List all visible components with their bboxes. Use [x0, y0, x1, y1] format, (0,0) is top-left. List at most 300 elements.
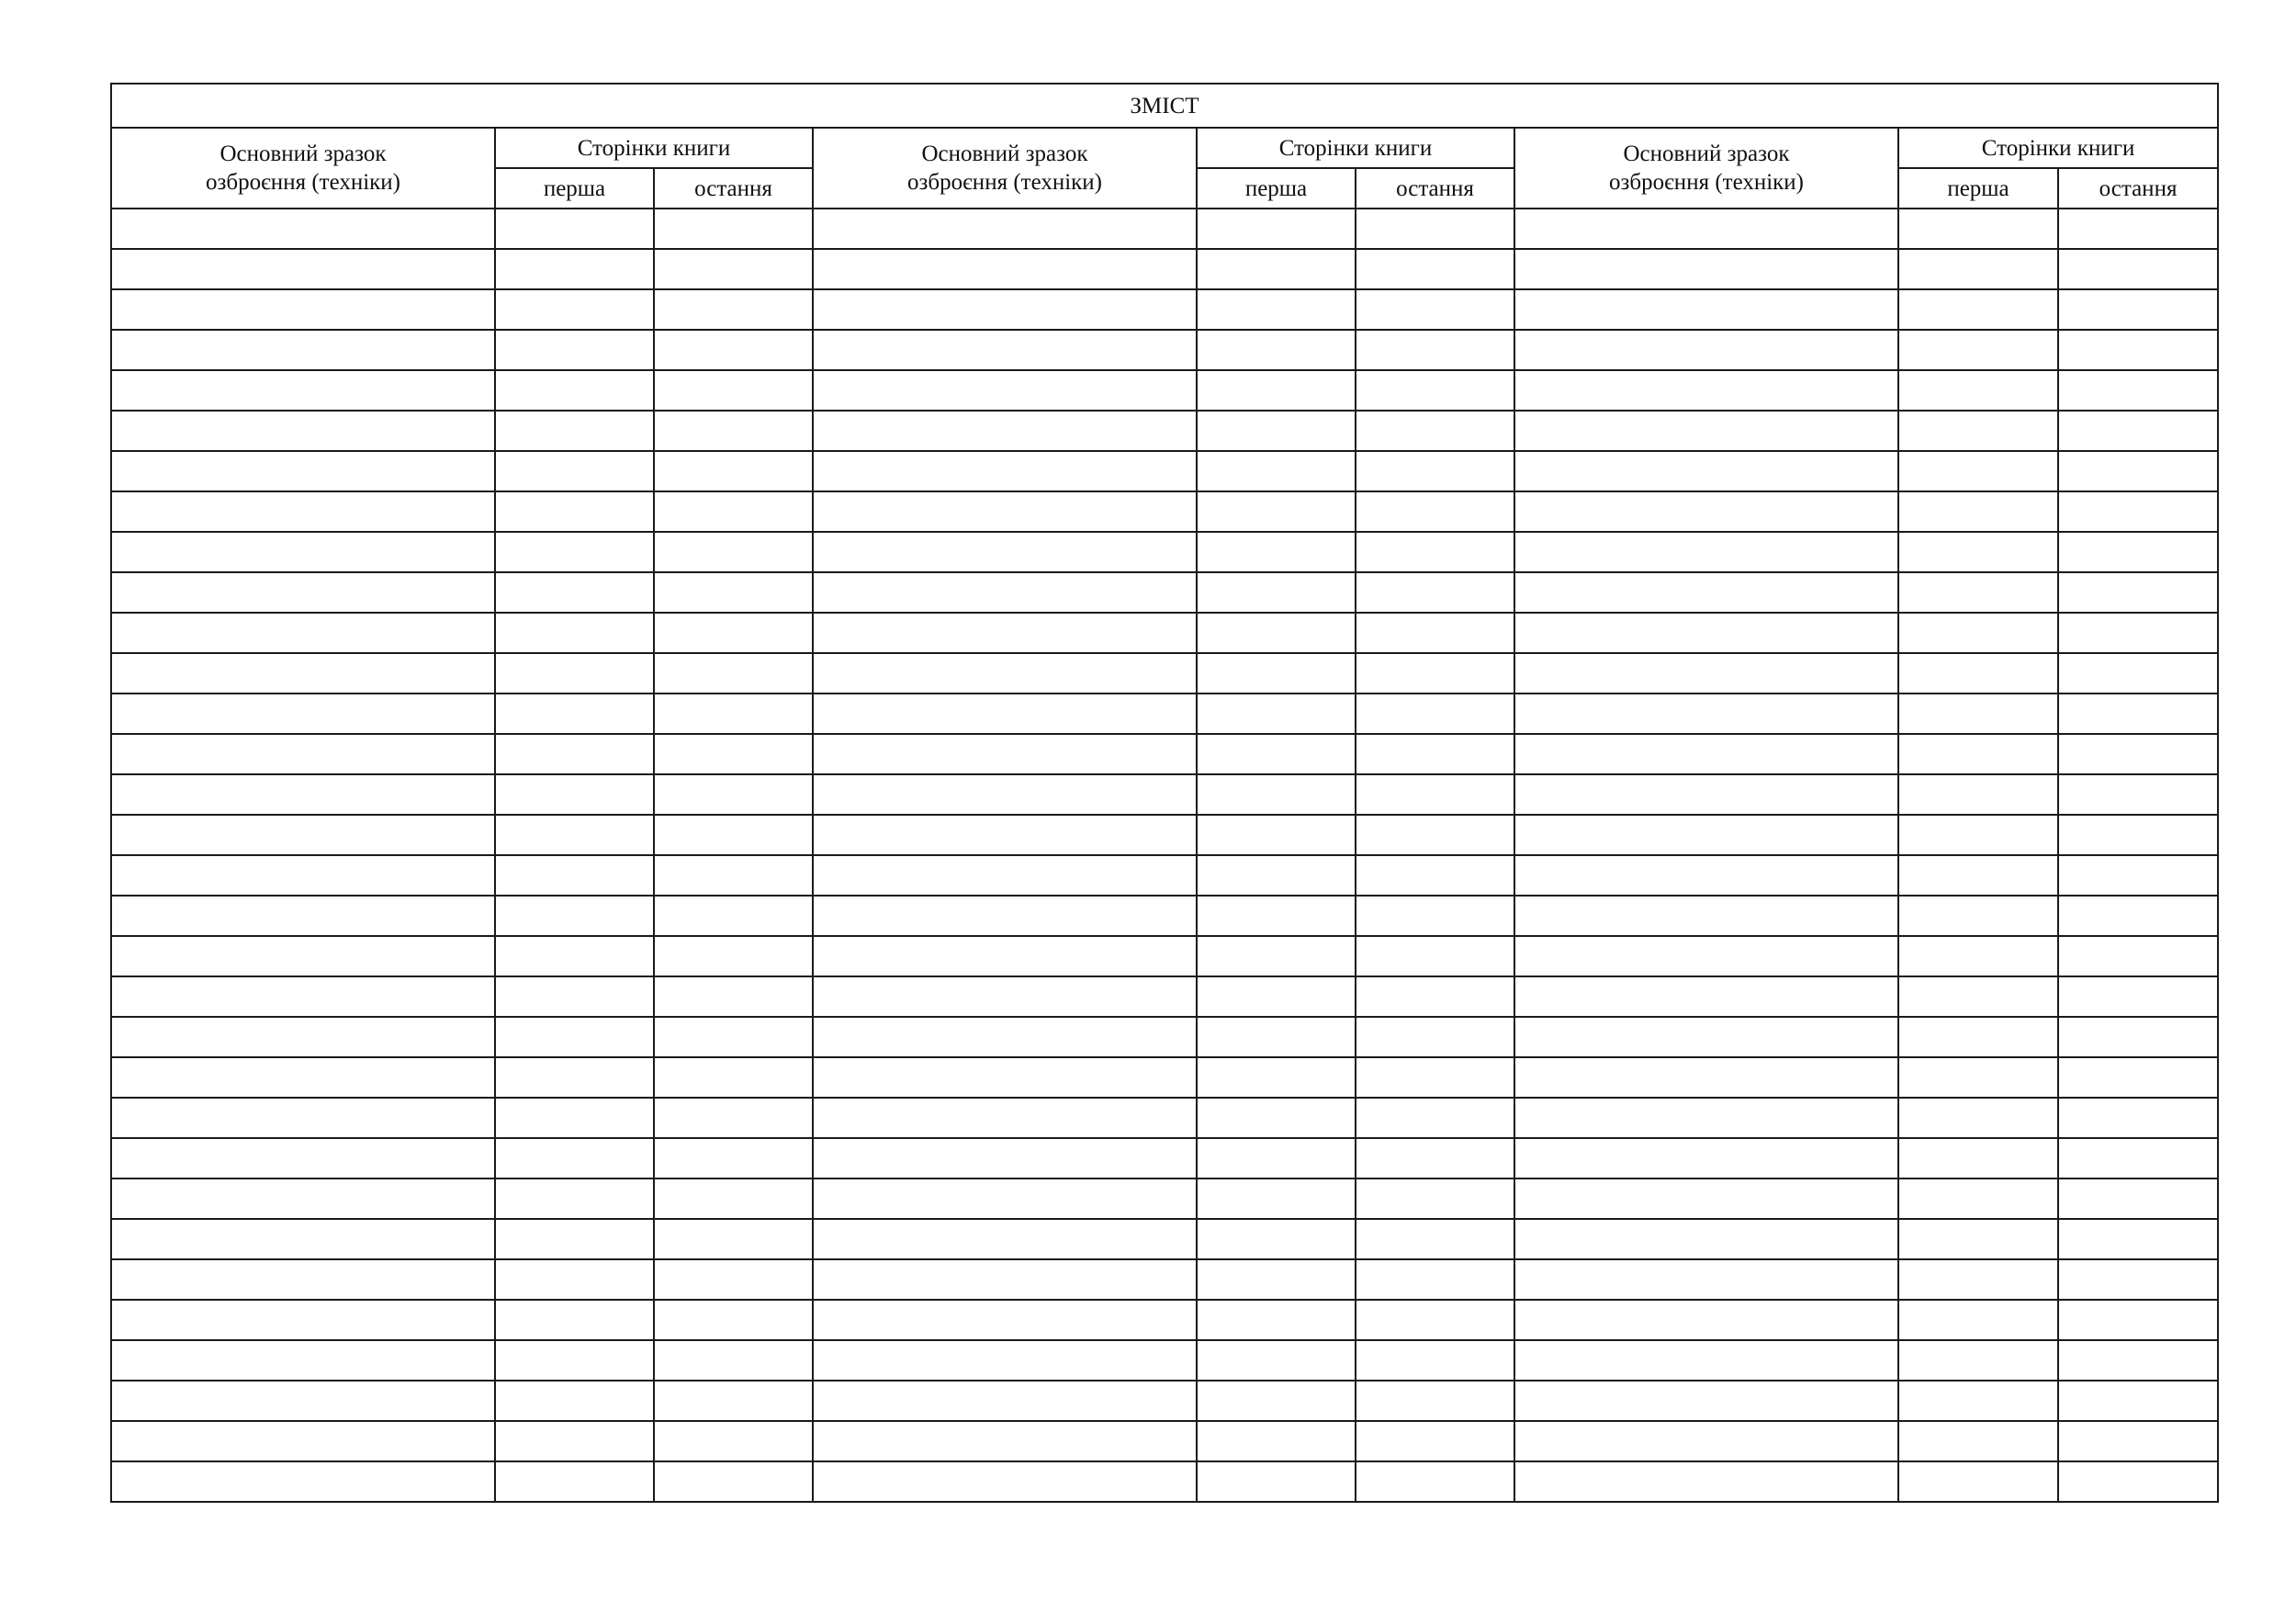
- first-page-cell-1: [495, 330, 654, 370]
- first-page-cell-1: [495, 1259, 654, 1300]
- table-row: [111, 532, 2218, 572]
- last-page-cell-2: [1356, 1179, 1514, 1219]
- item-cell-3: [1514, 1017, 1898, 1057]
- item-cell-1: [111, 653, 495, 694]
- item-cell-3: [1514, 1340, 1898, 1381]
- table-row: [111, 1057, 2218, 1098]
- last-page-cell-2: [1356, 1340, 1514, 1381]
- last-page-cell-2: [1356, 896, 1514, 936]
- first-page-cell-1: [495, 855, 654, 896]
- last-page-cell-2: [1356, 815, 1514, 855]
- first-page-cell-2: [1197, 572, 1356, 613]
- first-page-cell-1: [495, 451, 654, 491]
- item-cell-3: [1514, 734, 1898, 774]
- last-page-cell-3: [2058, 936, 2218, 976]
- first-page-cell-2: [1197, 451, 1356, 491]
- table-row: [111, 1461, 2218, 1502]
- last-page-cell-3: [2058, 572, 2218, 613]
- table-row: [111, 1017, 2218, 1057]
- table-row: [111, 1421, 2218, 1461]
- last-page-cell-3: [2058, 1098, 2218, 1138]
- table-row: [111, 289, 2218, 330]
- item-cell-1: [111, 1057, 495, 1098]
- last-page-cell-1: [654, 936, 813, 976]
- first-page-cell-2: [1197, 1057, 1356, 1098]
- last-page-cell-1: [654, 532, 813, 572]
- item-cell-3: [1514, 1057, 1898, 1098]
- item-cell-3: [1514, 491, 1898, 532]
- table-row: [111, 694, 2218, 734]
- first-page-cell-1: [495, 491, 654, 532]
- item-cell-3: [1514, 249, 1898, 289]
- first-page-cell-1: [495, 532, 654, 572]
- last-page-cell-1: [654, 855, 813, 896]
- table-row: [111, 1259, 2218, 1300]
- last-page-cell-3: [2058, 1179, 2218, 1219]
- last-page-cell-2: [1356, 370, 1514, 411]
- first-page-cell-2: [1197, 936, 1356, 976]
- last-page-cell-2: [1356, 1138, 1514, 1179]
- last-page-cell-3: [2058, 1300, 2218, 1340]
- item-cell-1: [111, 1179, 495, 1219]
- last-page-cell-2: [1356, 1381, 1514, 1421]
- item-cell-2: [813, 1421, 1197, 1461]
- last-page-cell-2: [1356, 653, 1514, 694]
- item-header-line2: озброєння (техніки): [205, 170, 401, 195]
- last-page-cell-3: [2058, 532, 2218, 572]
- item-cell-1: [111, 855, 495, 896]
- table-row: [111, 774, 2218, 815]
- table-row: [111, 1381, 2218, 1421]
- last-page-cell-2: [1356, 694, 1514, 734]
- last-page-cell-1: [654, 734, 813, 774]
- first-page-cell-2: [1197, 653, 1356, 694]
- item-cell-2: [813, 1098, 1197, 1138]
- last-page-cell-2: [1356, 289, 1514, 330]
- last-page-cell-2: [1356, 1057, 1514, 1098]
- first-page-cell-3: [1898, 1057, 2058, 1098]
- first-page-cell-1: [495, 1381, 654, 1421]
- last-page-cell-2: [1356, 1461, 1514, 1502]
- table-row: [111, 209, 2218, 249]
- first-page-cell-2: [1197, 613, 1356, 653]
- last-page-cell-2: [1356, 855, 1514, 896]
- first-page-cell-2: [1197, 896, 1356, 936]
- last-page-cell-3: [2058, 613, 2218, 653]
- last-page-cell-1: [654, 653, 813, 694]
- item-cell-3: [1514, 1138, 1898, 1179]
- first-page-header-3: перша: [1898, 168, 2058, 209]
- last-page-cell-2: [1356, 491, 1514, 532]
- first-page-cell-3: [1898, 694, 2058, 734]
- item-cell-2: [813, 249, 1197, 289]
- item-cell-1: [111, 1017, 495, 1057]
- table-row: [111, 1300, 2218, 1340]
- last-page-cell-1: [654, 1259, 813, 1300]
- pages-header-3: Сторінки книги: [1898, 128, 2218, 168]
- first-page-cell-3: [1898, 774, 2058, 815]
- first-page-cell-2: [1197, 1017, 1356, 1057]
- table-row: [111, 1340, 2218, 1381]
- last-page-cell-1: [654, 896, 813, 936]
- first-page-cell-3: [1898, 249, 2058, 289]
- first-page-cell-1: [495, 572, 654, 613]
- item-cell-2: [813, 1340, 1197, 1381]
- first-page-cell-3: [1898, 1219, 2058, 1259]
- first-page-cell-2: [1197, 532, 1356, 572]
- table-row: [111, 451, 2218, 491]
- last-page-cell-3: [2058, 451, 2218, 491]
- last-page-cell-3: [2058, 855, 2218, 896]
- item-cell-3: [1514, 653, 1898, 694]
- item-header-2: [813, 128, 1197, 209]
- item-cell-1: [111, 209, 495, 249]
- table-row: [111, 1219, 2218, 1259]
- last-page-cell-3: [2058, 1340, 2218, 1381]
- last-page-cell-1: [654, 1219, 813, 1259]
- first-page-cell-1: [495, 1300, 654, 1340]
- first-page-cell-3: [1898, 976, 2058, 1017]
- item-cell-3: [1514, 976, 1898, 1017]
- first-page-cell-3: [1898, 1421, 2058, 1461]
- table-row: [111, 1179, 2218, 1219]
- item-cell-2: [813, 451, 1197, 491]
- item-cell-3: [1514, 330, 1898, 370]
- item-cell-3: [1514, 1179, 1898, 1219]
- last-page-cell-1: [654, 411, 813, 451]
- item-cell-2: [813, 289, 1197, 330]
- first-page-cell-2: [1197, 815, 1356, 855]
- item-cell-2: [813, 774, 1197, 815]
- first-page-cell-2: [1197, 209, 1356, 249]
- item-cell-1: [111, 774, 495, 815]
- first-page-cell-1: [495, 289, 654, 330]
- first-page-cell-3: [1898, 289, 2058, 330]
- last-page-cell-1: [654, 1057, 813, 1098]
- item-cell-1: [111, 1381, 495, 1421]
- last-page-cell-3: [2058, 491, 2218, 532]
- last-page-cell-2: [1356, 572, 1514, 613]
- item-header-1: [111, 128, 495, 209]
- item-cell-2: [813, 1381, 1197, 1421]
- item-header-line2: озброєння (техніки): [1608, 170, 1805, 195]
- last-page-cell-2: [1356, 1219, 1514, 1259]
- first-page-cell-1: [495, 1219, 654, 1259]
- first-page-cell-2: [1197, 734, 1356, 774]
- first-page-header-1: перша: [495, 168, 654, 209]
- item-cell-2: [813, 653, 1197, 694]
- first-page-cell-1: [495, 411, 654, 451]
- item-cell-2: [813, 411, 1197, 451]
- last-page-cell-1: [654, 1179, 813, 1219]
- first-page-cell-3: [1898, 330, 2058, 370]
- first-page-cell-2: [1197, 694, 1356, 734]
- item-cell-2: [813, 896, 1197, 936]
- table-row: [111, 572, 2218, 613]
- item-cell-1: [111, 815, 495, 855]
- item-cell-2: [813, 1138, 1197, 1179]
- first-page-cell-3: [1898, 1340, 2058, 1381]
- first-page-cell-3: [1898, 734, 2058, 774]
- first-page-cell-3: [1898, 815, 2058, 855]
- item-cell-2: [813, 1300, 1197, 1340]
- last-page-cell-3: [2058, 209, 2218, 249]
- first-page-cell-1: [495, 249, 654, 289]
- item-cell-2: [813, 613, 1197, 653]
- item-cell-2: [813, 491, 1197, 532]
- first-page-cell-2: [1197, 411, 1356, 451]
- pages-header-2: Сторінки книги: [1197, 128, 1514, 168]
- item-cell-3: [1514, 1219, 1898, 1259]
- last-page-cell-2: [1356, 976, 1514, 1017]
- first-page-cell-1: [495, 1461, 654, 1502]
- first-page-cell-1: [495, 209, 654, 249]
- item-cell-3: [1514, 1381, 1898, 1421]
- last-page-cell-3: [2058, 976, 2218, 1017]
- last-page-cell-2: [1356, 1098, 1514, 1138]
- last-page-cell-2: [1356, 209, 1514, 249]
- first-page-cell-2: [1197, 1098, 1356, 1138]
- last-page-cell-1: [654, 209, 813, 249]
- first-page-cell-3: [1898, 370, 2058, 411]
- table-row: [111, 249, 2218, 289]
- first-page-cell-2: [1197, 774, 1356, 815]
- table-row: [111, 896, 2218, 936]
- last-page-cell-2: [1356, 1300, 1514, 1340]
- first-page-cell-1: [495, 774, 654, 815]
- item-cell-2: [813, 694, 1197, 734]
- first-page-cell-2: [1197, 1421, 1356, 1461]
- last-page-cell-1: [654, 330, 813, 370]
- table-row: [111, 613, 2218, 653]
- item-cell-2: [813, 1259, 1197, 1300]
- item-cell-2: [813, 1219, 1197, 1259]
- item-cell-2: [813, 1057, 1197, 1098]
- item-header-line1: Основний зразок: [219, 141, 387, 166]
- item-cell-1: [111, 532, 495, 572]
- first-page-cell-2: [1197, 330, 1356, 370]
- item-cell-1: [111, 1421, 495, 1461]
- first-page-cell-2: [1197, 855, 1356, 896]
- item-cell-1: [111, 249, 495, 289]
- last-page-header-3: остання: [2058, 168, 2218, 209]
- table-body: [111, 209, 2218, 1502]
- last-page-cell-1: [654, 572, 813, 613]
- item-cell-1: [111, 734, 495, 774]
- last-page-cell-2: [1356, 1421, 1514, 1461]
- item-cell-2: [813, 1017, 1197, 1057]
- last-page-cell-1: [654, 774, 813, 815]
- table-row: [111, 653, 2218, 694]
- table-row: [111, 411, 2218, 451]
- first-page-cell-1: [495, 370, 654, 411]
- item-cell-3: [1514, 774, 1898, 815]
- item-cell-1: [111, 1461, 495, 1502]
- item-cell-1: [111, 330, 495, 370]
- first-page-cell-3: [1898, 855, 2058, 896]
- item-cell-2: [813, 330, 1197, 370]
- first-page-cell-2: [1197, 491, 1356, 532]
- item-cell-3: [1514, 613, 1898, 653]
- item-cell-1: [111, 936, 495, 976]
- item-cell-1: [111, 1300, 495, 1340]
- item-cell-2: [813, 734, 1197, 774]
- first-page-cell-2: [1197, 1340, 1356, 1381]
- table-row: [111, 976, 2218, 1017]
- table-row: [111, 370, 2218, 411]
- first-page-cell-1: [495, 976, 654, 1017]
- first-page-cell-1: [495, 1179, 654, 1219]
- first-page-cell-1: [495, 1017, 654, 1057]
- last-page-cell-3: [2058, 815, 2218, 855]
- last-page-cell-1: [654, 1421, 813, 1461]
- last-page-cell-3: [2058, 653, 2218, 694]
- table-row: [111, 815, 2218, 855]
- last-page-cell-2: [1356, 936, 1514, 976]
- last-page-cell-1: [654, 613, 813, 653]
- first-page-cell-1: [495, 694, 654, 734]
- last-page-cell-3: [2058, 1219, 2218, 1259]
- item-header-3: [1514, 128, 1898, 209]
- contents-table: [110, 83, 2219, 1503]
- first-page-cell-3: [1898, 491, 2058, 532]
- first-page-cell-2: [1197, 1138, 1356, 1179]
- last-page-cell-3: [2058, 411, 2218, 451]
- item-cell-2: [813, 209, 1197, 249]
- last-page-cell-3: [2058, 1461, 2218, 1502]
- item-cell-1: [111, 1138, 495, 1179]
- item-cell-1: [111, 572, 495, 613]
- item-cell-3: [1514, 532, 1898, 572]
- item-cell-2: [813, 370, 1197, 411]
- first-page-cell-3: [1898, 1300, 2058, 1340]
- last-page-cell-1: [654, 815, 813, 855]
- first-page-cell-2: [1197, 1381, 1356, 1421]
- first-page-header-2: перша: [1197, 168, 1356, 209]
- item-header-line1: Основний зразок: [1623, 141, 1790, 166]
- last-page-cell-2: [1356, 774, 1514, 815]
- item-cell-1: [111, 1340, 495, 1381]
- table-row: [111, 936, 2218, 976]
- first-page-cell-1: [495, 936, 654, 976]
- last-page-cell-3: [2058, 734, 2218, 774]
- item-cell-3: [1514, 1300, 1898, 1340]
- item-cell-1: [111, 613, 495, 653]
- last-page-cell-1: [654, 1138, 813, 1179]
- first-page-cell-3: [1898, 532, 2058, 572]
- first-page-cell-3: [1898, 411, 2058, 451]
- header-row-1: [111, 128, 2218, 168]
- last-page-cell-3: [2058, 249, 2218, 289]
- item-cell-1: [111, 694, 495, 734]
- last-page-cell-3: [2058, 1138, 2218, 1179]
- first-page-cell-1: [495, 613, 654, 653]
- item-cell-1: [111, 370, 495, 411]
- last-page-cell-1: [654, 1098, 813, 1138]
- last-page-cell-1: [654, 1340, 813, 1381]
- item-header-line1: Основний зразок: [921, 141, 1088, 166]
- table-row: [111, 330, 2218, 370]
- first-page-cell-3: [1898, 572, 2058, 613]
- item-cell-2: [813, 855, 1197, 896]
- table-row: [111, 491, 2218, 532]
- item-cell-1: [111, 411, 495, 451]
- last-page-cell-1: [654, 1300, 813, 1340]
- table-title: ЗМІСТ: [111, 84, 2218, 128]
- item-cell-2: [813, 1179, 1197, 1219]
- first-page-cell-2: [1197, 1179, 1356, 1219]
- last-page-cell-3: [2058, 1057, 2218, 1098]
- first-page-cell-3: [1898, 209, 2058, 249]
- item-cell-1: [111, 1098, 495, 1138]
- table-row: [111, 1138, 2218, 1179]
- last-page-cell-2: [1356, 330, 1514, 370]
- first-page-cell-2: [1197, 1259, 1356, 1300]
- last-page-cell-3: [2058, 1421, 2218, 1461]
- item-cell-3: [1514, 1259, 1898, 1300]
- title-row: [111, 84, 2218, 128]
- first-page-cell-3: [1898, 1098, 2058, 1138]
- last-page-cell-1: [654, 289, 813, 330]
- first-page-cell-1: [495, 1057, 654, 1098]
- last-page-cell-2: [1356, 613, 1514, 653]
- last-page-cell-1: [654, 694, 813, 734]
- last-page-cell-3: [2058, 330, 2218, 370]
- first-page-cell-2: [1197, 1461, 1356, 1502]
- last-page-cell-2: [1356, 411, 1514, 451]
- item-cell-3: [1514, 451, 1898, 491]
- last-page-cell-1: [654, 249, 813, 289]
- item-cell-3: [1514, 694, 1898, 734]
- last-page-cell-3: [2058, 896, 2218, 936]
- item-cell-2: [813, 532, 1197, 572]
- first-page-cell-3: [1898, 613, 2058, 653]
- item-cell-3: [1514, 936, 1898, 976]
- item-cell-3: [1514, 855, 1898, 896]
- first-page-cell-1: [495, 1421, 654, 1461]
- last-page-cell-3: [2058, 289, 2218, 330]
- item-cell-1: [111, 491, 495, 532]
- first-page-cell-3: [1898, 1017, 2058, 1057]
- first-page-cell-3: [1898, 1461, 2058, 1502]
- first-page-cell-1: [495, 815, 654, 855]
- item-cell-3: [1514, 411, 1898, 451]
- item-cell-3: [1514, 1421, 1898, 1461]
- last-page-cell-1: [654, 1461, 813, 1502]
- last-page-cell-1: [654, 491, 813, 532]
- pages-header-1: Сторінки книги: [495, 128, 813, 168]
- item-cell-2: [813, 976, 1197, 1017]
- last-page-header-1: остання: [654, 168, 813, 209]
- last-page-cell-1: [654, 370, 813, 411]
- item-cell-2: [813, 572, 1197, 613]
- last-page-cell-1: [654, 451, 813, 491]
- contents-sheet: [110, 83, 2217, 1503]
- last-page-cell-3: [2058, 1259, 2218, 1300]
- first-page-cell-3: [1898, 1138, 2058, 1179]
- item-cell-3: [1514, 896, 1898, 936]
- item-cell-3: [1514, 572, 1898, 613]
- last-page-cell-1: [654, 1017, 813, 1057]
- item-cell-3: [1514, 289, 1898, 330]
- last-page-cell-2: [1356, 734, 1514, 774]
- first-page-cell-2: [1197, 976, 1356, 1017]
- table-row: [111, 734, 2218, 774]
- item-cell-3: [1514, 370, 1898, 411]
- last-page-cell-3: [2058, 694, 2218, 734]
- first-page-cell-1: [495, 1098, 654, 1138]
- item-cell-1: [111, 896, 495, 936]
